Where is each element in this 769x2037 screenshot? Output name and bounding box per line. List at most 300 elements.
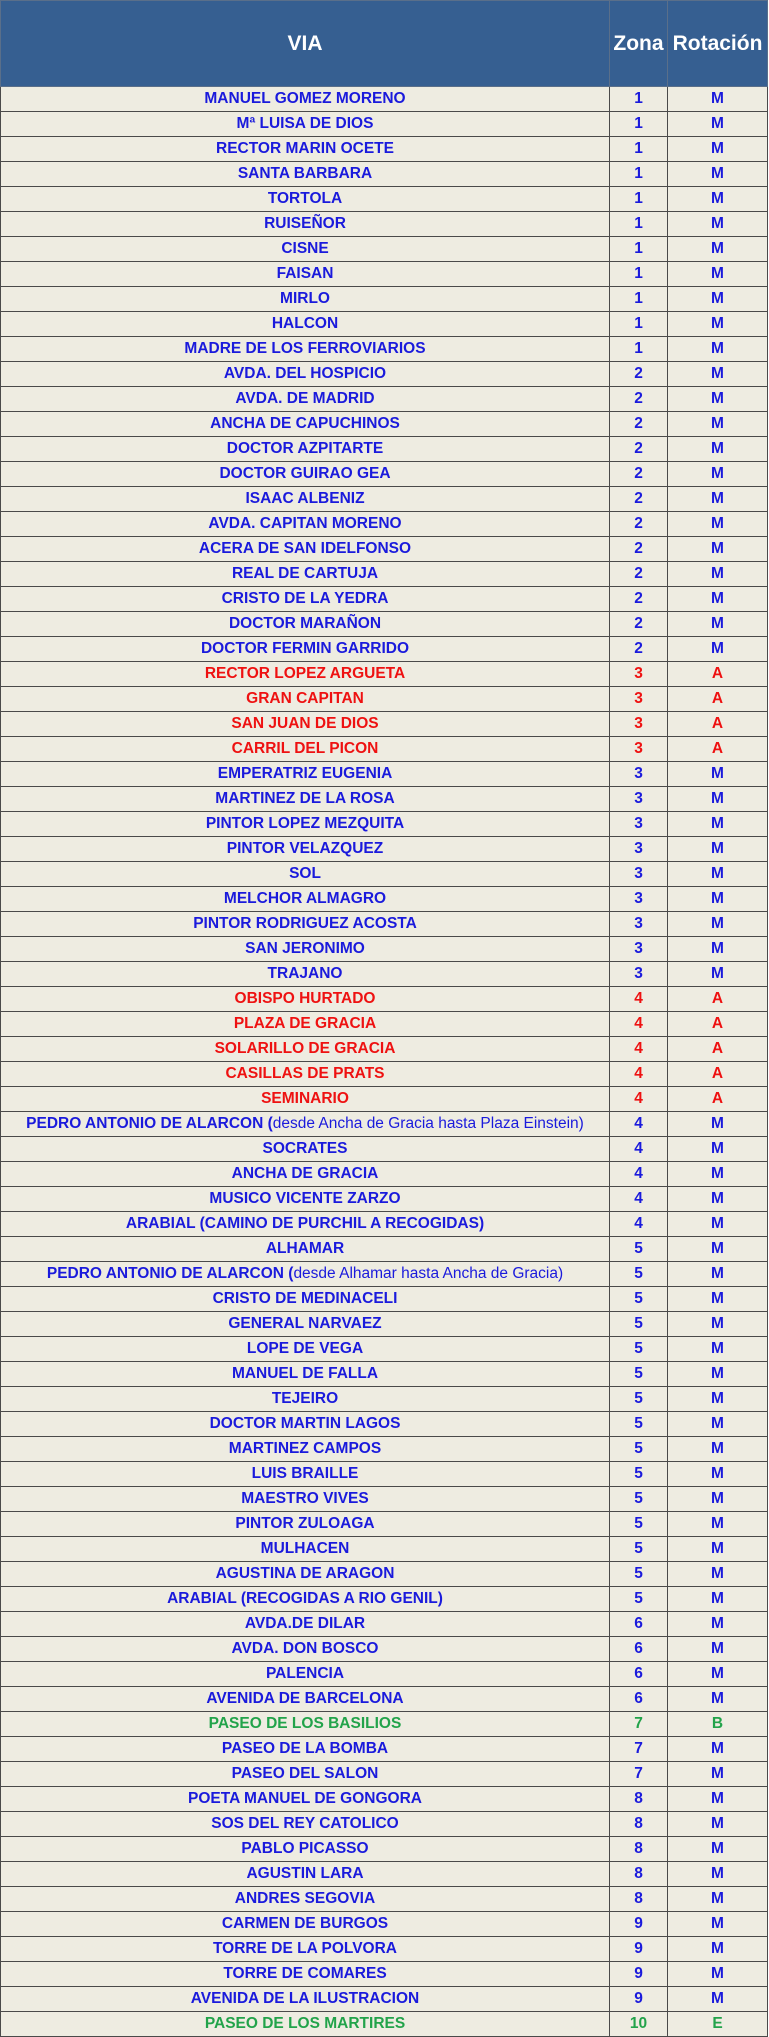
table-row <box>1 312 768 337</box>
zona-cell: 2 <box>610 362 668 387</box>
via-cell <box>1 887 610 912</box>
table-row <box>1 1012 768 1037</box>
zona-cell: 5 <box>610 1437 668 1462</box>
table-row <box>1 1237 768 1262</box>
via-cell <box>1 737 610 762</box>
via-name: SAN JERONIMO <box>245 940 365 957</box>
rotacion-cell: M <box>668 412 768 437</box>
via-cell <box>1 337 610 362</box>
zona-cell: 3 <box>610 662 668 687</box>
via-cell <box>1 162 610 187</box>
zona-cell: 1 <box>610 137 668 162</box>
table-row <box>1 1537 768 1562</box>
via-name: MADRE DE LOS FERROVIARIOS <box>184 340 426 357</box>
table-row <box>1 587 768 612</box>
via-cell <box>1 237 610 262</box>
rotacion-cell: M <box>668 912 768 937</box>
table-row <box>1 362 768 387</box>
rotacion-cell: M <box>668 1937 768 1962</box>
via-name: GRAN CAPITAN <box>246 690 364 707</box>
via-name: SAN JUAN DE DIOS <box>231 715 379 732</box>
zona-cell: 7 <box>610 1712 668 1737</box>
rotacion-cell: A <box>668 1012 768 1037</box>
header-via: VIA <box>1 1 610 87</box>
rotacion-cell: M <box>668 862 768 887</box>
via-cell <box>1 1412 610 1437</box>
via-cell <box>1 187 610 212</box>
rotacion-cell: A <box>668 662 768 687</box>
via-cell <box>1 1062 610 1087</box>
zona-cell: 5 <box>610 1512 668 1537</box>
via-cell <box>1 262 610 287</box>
table-row <box>1 237 768 262</box>
table-row <box>1 837 768 862</box>
via-note: desde Alhamar hasta Ancha de Gracia) <box>293 1265 564 1282</box>
via-note: desde Ancha de Gracia hasta Plaza Einstein) <box>272 1115 584 1132</box>
table-row <box>1 1687 768 1712</box>
rotacion-cell: A <box>668 987 768 1012</box>
via-cell <box>1 1212 610 1237</box>
zona-cell: 3 <box>610 887 668 912</box>
rotacion-cell: M <box>668 1762 768 1787</box>
zona-cell: 10 <box>610 2012 668 2037</box>
table-row <box>1 187 768 212</box>
rotacion-cell: M <box>668 387 768 412</box>
zona-cell: 1 <box>610 287 668 312</box>
rotacion-cell: M <box>668 1512 768 1537</box>
table-row <box>1 462 768 487</box>
table-header <box>1 1 768 87</box>
table-row <box>1 1437 768 1462</box>
zona-cell: 9 <box>610 1987 668 2012</box>
via-name: TRAJANO <box>267 965 343 982</box>
via-name: SANTA BARBARA <box>237 165 373 182</box>
rotacion-cell: M <box>668 112 768 137</box>
table-row <box>1 1287 768 1312</box>
via-name: ANDRES SEGOVIA <box>234 1890 376 1907</box>
via-name: ARABIAL (RECOGIDAS A RIO GENIL) <box>167 1590 443 1607</box>
table-row <box>1 1362 768 1387</box>
rotacion-cell: M <box>668 637 768 662</box>
table-row <box>1 637 768 662</box>
via-cell <box>1 812 610 837</box>
via-cell <box>1 937 610 962</box>
via-name: MIRLO <box>280 290 330 307</box>
via-name: LOPE DE VEGA <box>246 1340 364 1357</box>
via-name: HALCON <box>271 315 339 332</box>
table-row <box>1 1737 768 1762</box>
zona-cell: 1 <box>610 112 668 137</box>
via-name: PLAZA DE GRACIA <box>233 1015 377 1032</box>
via-name: PALENCIA <box>265 1665 345 1682</box>
rotacion-cell: M <box>668 437 768 462</box>
via-name: SOS DEL REY CATOLICO <box>211 1815 399 1832</box>
via-name: AVDA. DEL HOSPICIO <box>223 365 387 382</box>
table-row <box>1 2012 768 2037</box>
via-name: DOCTOR GUIRAO GEA <box>219 465 391 482</box>
via-cell <box>1 1887 610 1912</box>
rotacion-cell: M <box>668 1262 768 1287</box>
rotacion-cell: M <box>668 937 768 962</box>
via-name: ANCHA DE CAPUCHINOS <box>210 415 400 432</box>
rotacion-cell: M <box>668 137 768 162</box>
table-row <box>1 1862 768 1887</box>
table-row <box>1 387 768 412</box>
table-row <box>1 1412 768 1437</box>
via-cell <box>1 837 610 862</box>
via-cell <box>1 387 610 412</box>
table-row <box>1 612 768 637</box>
via-name: PABLO PICASSO <box>241 1840 369 1857</box>
rotacion-cell: M <box>668 1637 768 1662</box>
zona-cell: 1 <box>610 162 668 187</box>
zona-cell: 5 <box>610 1237 668 1262</box>
via-cell <box>1 1512 610 1537</box>
via-name: SEMINARIO <box>261 1090 349 1107</box>
zona-cell: 8 <box>610 1812 668 1837</box>
via-name: LUIS BRAILLE <box>251 1465 359 1482</box>
via-name: AGUSTINA DE ARAGON <box>215 1565 395 1582</box>
via-name: MANUEL GOMEZ MORENO <box>204 90 406 107</box>
rotacion-cell: M <box>668 1987 768 2012</box>
zona-cell: 3 <box>610 862 668 887</box>
zona-cell: 6 <box>610 1612 668 1637</box>
via-cell <box>1 1187 610 1212</box>
via-name: TORRE DE LA POLVORA <box>212 1940 397 1957</box>
zona-cell: 5 <box>610 1537 668 1562</box>
via-cell <box>1 612 610 637</box>
rotacion-cell: M <box>668 162 768 187</box>
rotacion-cell: M <box>668 612 768 637</box>
table-row <box>1 537 768 562</box>
zona-cell: 1 <box>610 187 668 212</box>
via-name: CRISTO DE MEDINACELI <box>212 1290 398 1307</box>
via-name: CARMEN DE BURGOS <box>221 1915 389 1932</box>
table-row <box>1 787 768 812</box>
via-cell <box>1 862 610 887</box>
via-name: MUSICO VICENTE ZARZO <box>209 1190 401 1207</box>
rotacion-cell: A <box>668 737 768 762</box>
via-name: CRISTO DE LA YEDRA <box>221 590 389 607</box>
rotacion-cell: M <box>668 887 768 912</box>
zona-cell: 2 <box>610 412 668 437</box>
via-cell <box>1 1987 610 2012</box>
rotacion-cell: M <box>668 1162 768 1187</box>
rotacion-cell: M <box>668 1587 768 1612</box>
via-name: GENERAL NARVAEZ <box>228 1315 382 1332</box>
via-name: ISAAC ALBENIZ <box>245 490 365 507</box>
via-cell <box>1 1637 610 1662</box>
zona-cell: 2 <box>610 587 668 612</box>
rotacion-cell: E <box>668 2012 768 2037</box>
via-cell <box>1 1337 610 1362</box>
via-cell <box>1 412 610 437</box>
via-cell <box>1 787 610 812</box>
table-row <box>1 1937 768 1962</box>
table-row <box>1 337 768 362</box>
zona-cell: 9 <box>610 1962 668 1987</box>
table-row <box>1 1312 768 1337</box>
zona-cell: 4 <box>610 1162 668 1187</box>
zona-cell: 5 <box>610 1287 668 1312</box>
zona-cell: 8 <box>610 1837 668 1862</box>
table-row <box>1 887 768 912</box>
via-name: CISNE <box>281 240 329 257</box>
via-name: MARTINEZ CAMPOS <box>228 1440 382 1457</box>
table-row <box>1 1262 768 1287</box>
via-name: ARABIAL (CAMINO DE PURCHIL A RECOGIDAS) <box>125 1215 485 1232</box>
table-row <box>1 1137 768 1162</box>
table-row <box>1 762 768 787</box>
table-row <box>1 687 768 712</box>
via-name: MANUEL DE FALLA <box>231 1365 379 1382</box>
via-cell <box>1 512 610 537</box>
via-name: PEDRO ANTONIO DE ALARCON ( <box>26 1115 273 1132</box>
rotacion-cell: M <box>668 1287 768 1312</box>
rotacion-cell: M <box>668 1737 768 1762</box>
rotacion-cell: M <box>668 1537 768 1562</box>
table-row <box>1 1787 768 1812</box>
rotacion-cell: A <box>668 687 768 712</box>
table-row <box>1 737 768 762</box>
rotacion-cell: M <box>668 587 768 612</box>
table-row <box>1 1912 768 1937</box>
table-body <box>1 87 768 2037</box>
table-row <box>1 1962 768 1987</box>
table-row <box>1 1337 768 1362</box>
zona-cell: 4 <box>610 1012 668 1037</box>
via-name: ACERA DE SAN IDELFONSO <box>198 540 412 557</box>
zona-cell: 4 <box>610 1212 668 1237</box>
via-cell <box>1 1712 610 1737</box>
zona-cell: 6 <box>610 1687 668 1712</box>
via-name: FAISAN <box>276 265 334 282</box>
rotacion-cell: B <box>668 1712 768 1737</box>
table-row <box>1 212 768 237</box>
via-cell <box>1 687 610 712</box>
zona-cell: 1 <box>610 262 668 287</box>
via-name: AVDA. DON BOSCO <box>231 1640 379 1657</box>
via-name: AGUSTIN LARA <box>246 1865 364 1882</box>
rotacion-cell: M <box>668 962 768 987</box>
zona-cell: 5 <box>610 1387 668 1412</box>
rotacion-cell: M <box>668 1912 768 1937</box>
rotacion-cell: M <box>668 362 768 387</box>
rotacion-cell: M <box>668 1337 768 1362</box>
via-cell <box>1 1937 610 1962</box>
via-cell <box>1 1012 610 1037</box>
rotacion-cell: M <box>668 837 768 862</box>
zona-cell: 9 <box>610 1912 668 1937</box>
zona-cell: 2 <box>610 387 668 412</box>
table-row <box>1 1187 768 1212</box>
via-name: TEJEIRO <box>271 1390 339 1407</box>
rotacion-cell: M <box>668 1362 768 1387</box>
zona-cell: 3 <box>610 837 668 862</box>
via-name: AVDA.DE DILAR <box>244 1615 366 1632</box>
via-cell <box>1 287 610 312</box>
zona-cell: 5 <box>610 1412 668 1437</box>
rotacion-cell: M <box>668 1562 768 1587</box>
table-row <box>1 1487 768 1512</box>
via-cell <box>1 312 610 337</box>
via-name: DOCTOR MARAÑON <box>228 615 382 632</box>
via-name: DOCTOR FERMIN GARRIDO <box>200 640 410 657</box>
rotacion-cell: M <box>668 1237 768 1262</box>
zona-cell: 2 <box>610 437 668 462</box>
zona-cell: 2 <box>610 537 668 562</box>
rotacion-cell: M <box>668 462 768 487</box>
zona-cell: 4 <box>610 1087 668 1112</box>
rotacion-cell: A <box>668 1062 768 1087</box>
via-cell <box>1 1737 610 1762</box>
via-cell <box>1 462 610 487</box>
via-cell <box>1 1112 610 1137</box>
header-rotacion: Rotación <box>668 1 768 87</box>
rotacion-cell: M <box>668 337 768 362</box>
zona-cell: 8 <box>610 1787 668 1812</box>
zona-cell: 6 <box>610 1662 668 1687</box>
via-cell <box>1 962 610 987</box>
zona-cell: 8 <box>610 1887 668 1912</box>
via-cell <box>1 1362 610 1387</box>
via-name: AVENIDA DE LA ILUSTRACION <box>190 1990 420 2007</box>
via-cell <box>1 87 610 112</box>
table-row <box>1 1387 768 1412</box>
zona-cell: 5 <box>610 1337 668 1362</box>
zona-cell: 3 <box>610 937 668 962</box>
rotacion-cell: M <box>668 1662 768 1687</box>
zona-cell: 7 <box>610 1737 668 1762</box>
table-row <box>1 262 768 287</box>
via-cell <box>1 1437 610 1462</box>
rotacion-cell: M <box>668 1837 768 1862</box>
rotacion-cell: M <box>668 1437 768 1462</box>
via-cell <box>1 112 610 137</box>
table-row <box>1 1712 768 1737</box>
zona-cell: 1 <box>610 212 668 237</box>
via-name: PASEO DE LA BOMBA <box>221 1740 389 1757</box>
rotacion-cell: M <box>668 1112 768 1137</box>
via-cell <box>1 137 610 162</box>
via-cell <box>1 1387 610 1412</box>
via-name: AVENIDA DE BARCELONA <box>206 1690 404 1707</box>
rotacion-cell: M <box>668 1962 768 1987</box>
via-name: ALHAMAR <box>265 1240 345 1257</box>
table-row <box>1 437 768 462</box>
via-name: PEDRO ANTONIO DE ALARCON ( <box>46 1265 294 1282</box>
zona-cell: 5 <box>610 1487 668 1512</box>
table-row <box>1 1987 768 2012</box>
via-cell <box>1 1237 610 1262</box>
rotacion-cell: M <box>668 1812 768 1837</box>
via-name: MULHACEN <box>260 1540 350 1557</box>
via-name: PINTOR VELAZQUEZ <box>226 840 384 857</box>
table-row <box>1 412 768 437</box>
via-name: ANCHA DE GRACIA <box>231 1165 379 1182</box>
via-cell <box>1 1687 610 1712</box>
via-name: AVDA. DE MADRID <box>235 390 375 407</box>
table-row <box>1 1812 768 1837</box>
via-name: PINTOR ZULOAGA <box>235 1515 375 1532</box>
zona-cell: 3 <box>610 812 668 837</box>
table-row <box>1 812 768 837</box>
zona-cell: 3 <box>610 712 668 737</box>
rotacion-cell: A <box>668 712 768 737</box>
zona-cell: 3 <box>610 687 668 712</box>
rotacion-cell: M <box>668 1862 768 1887</box>
rotacion-cell: M <box>668 562 768 587</box>
zona-cell: 2 <box>610 562 668 587</box>
via-name: EMPERATRIZ EUGENIA <box>217 765 393 782</box>
table-row <box>1 1062 768 1087</box>
table-row <box>1 1037 768 1062</box>
via-cell <box>1 212 610 237</box>
zona-cell: 5 <box>610 1562 668 1587</box>
via-cell <box>1 362 610 387</box>
table-row <box>1 1212 768 1237</box>
rotacion-cell: M <box>668 487 768 512</box>
via-cell <box>1 712 610 737</box>
table-row <box>1 1762 768 1787</box>
rotacion-cell: M <box>668 1487 768 1512</box>
via-cell <box>1 1287 610 1312</box>
zona-cell: 3 <box>610 912 668 937</box>
rotacion-cell: M <box>668 237 768 262</box>
via-name: REAL DE CARTUJA <box>231 565 379 582</box>
table-row <box>1 962 768 987</box>
via-cell <box>1 1912 610 1937</box>
zona-cell: 6 <box>610 1637 668 1662</box>
rotacion-cell: M <box>668 312 768 337</box>
table-row <box>1 87 768 112</box>
table-row <box>1 1087 768 1112</box>
via-cell <box>1 1962 610 1987</box>
via-cell <box>1 1037 610 1062</box>
rotacion-cell: M <box>668 1187 768 1212</box>
via-name: CARRIL DEL PICON <box>231 740 379 757</box>
zona-cell: 3 <box>610 737 668 762</box>
zona-cell: 4 <box>610 1187 668 1212</box>
rotacion-cell: M <box>668 762 768 787</box>
rotacion-cell: M <box>668 262 768 287</box>
zona-cell: 3 <box>610 762 668 787</box>
zona-cell: 8 <box>610 1862 668 1887</box>
via-name: POETA MANUEL DE GONGORA <box>188 1790 422 1807</box>
via-cell <box>1 1812 610 1837</box>
via-cell <box>1 1562 610 1587</box>
rotacion-cell: M <box>668 1387 768 1412</box>
via-cell <box>1 2012 610 2037</box>
via-cell <box>1 1462 610 1487</box>
table-row <box>1 1462 768 1487</box>
rotacion-cell: A <box>668 1087 768 1112</box>
via-cell <box>1 1162 610 1187</box>
via-cell <box>1 1837 610 1862</box>
zona-cell: 1 <box>610 237 668 262</box>
via-cell <box>1 912 610 937</box>
zona-cell: 2 <box>610 637 668 662</box>
table-row <box>1 1837 768 1862</box>
via-cell <box>1 762 610 787</box>
via-name: MAESTRO VIVES <box>241 1490 369 1507</box>
via-name: RECTOR MARIN OCETE <box>216 140 394 157</box>
via-cell <box>1 1087 610 1112</box>
rotacion-cell: M <box>668 1462 768 1487</box>
zona-cell: 2 <box>610 612 668 637</box>
via-name: PASEO DEL SALON <box>231 1765 379 1782</box>
zona-cell: 2 <box>610 462 668 487</box>
